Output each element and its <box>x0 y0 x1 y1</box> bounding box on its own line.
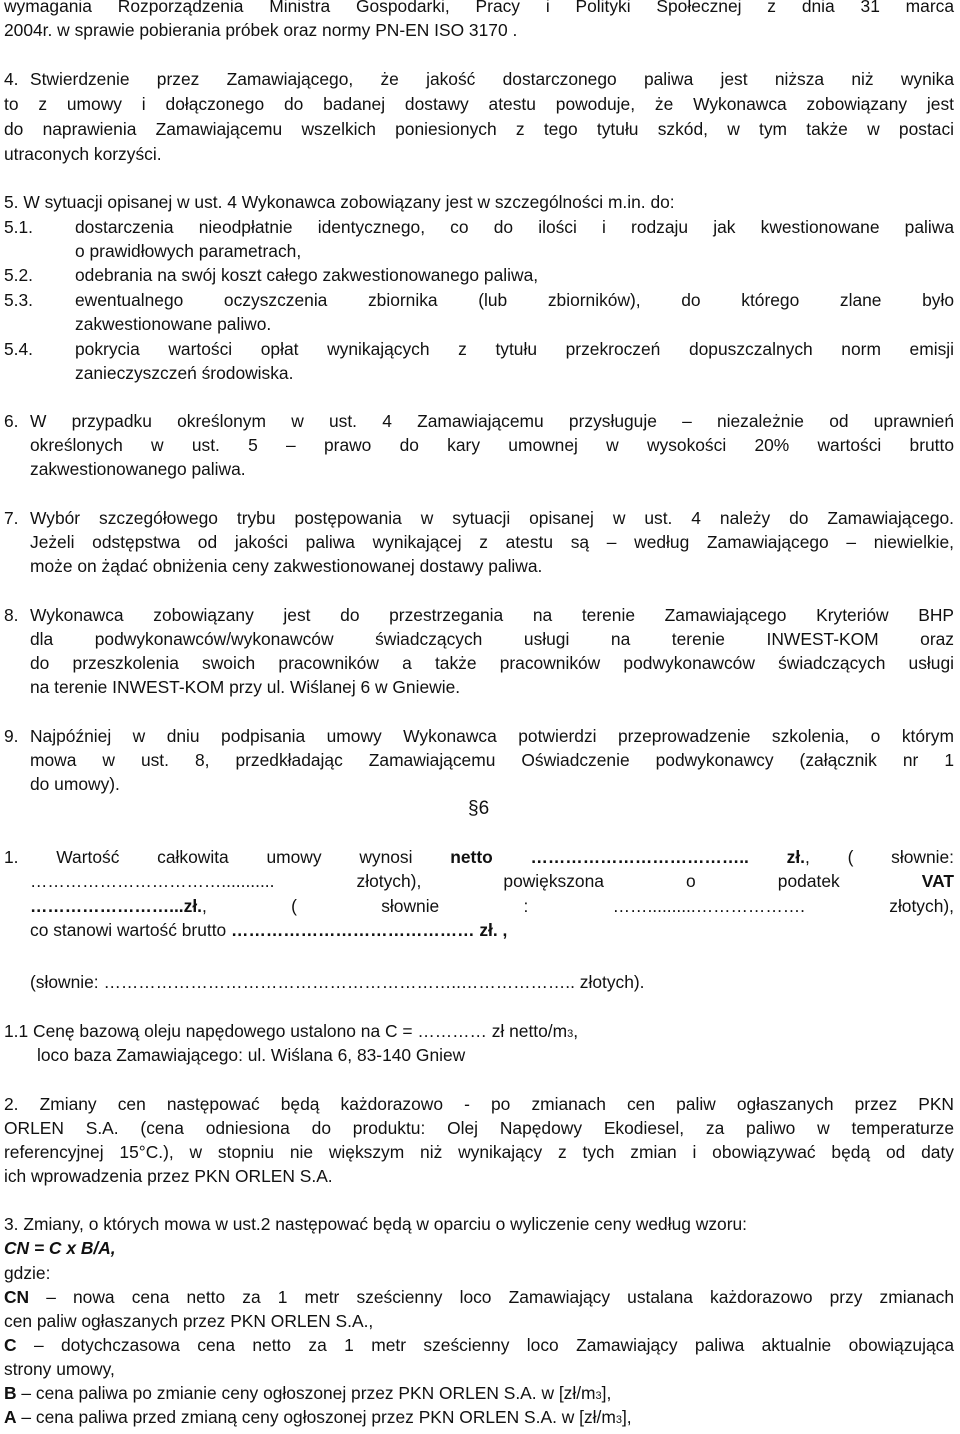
p8-line-4: na terenie INWEST-KOM przy ul. Wiślanej 6 w Gniewie. <box>30 677 461 697</box>
p5-item-number: 5.2. <box>4 265 34 285</box>
p6-number: 6. <box>4 411 19 431</box>
s11-line-1 <box>4 1019 578 1046</box>
s1-brutto-bold: …………………………………… zł. , <box>231 920 508 940</box>
s3-b-definition <box>4 1381 611 1408</box>
s3-a-text-end: ], <box>621 1407 632 1427</box>
p5-item-number: 5.3. <box>4 290 34 310</box>
s3-a-definition <box>4 1405 632 1432</box>
s3-cn-line-2: cen paliw ogłaszanych przez PKN ORLEN S.A., <box>4 1311 374 1331</box>
p4-number: 4. <box>4 69 19 89</box>
s3-c-text: – dotychczasowa cena netto za 1 metr sześcienny loco Zamawiający paliwa aktualnie obowiązująca <box>16 1335 954 1355</box>
s1-currency: .zł. <box>178 896 202 916</box>
p5-item-text: zakwestionowane paliwo. <box>75 314 272 334</box>
p5-item-text: ewentualnego oczyszczenia zbiornika (lub zbiorników), do którego zlane było <box>75 290 954 310</box>
s1-line-4 <box>30 918 507 942</box>
p6-line-2: określonych w ust. 5 – prawo do kary umownej w wysokości 20% wartości brutto <box>30 435 954 455</box>
p7-line-2: Jeżeli odstępstwa od jakości paliwa wynikającej z atestu są – według Zamawiającego – niewielkie, <box>30 532 954 552</box>
p5-item-text: o prawidłowych parametrach, <box>75 241 302 261</box>
p6-line-3: zakwestionowanego paliwa. <box>30 459 246 479</box>
intro-line-1: wymagania Rozporządzenia Ministra Gospodarki, Pracy i Polityki Społecznej z dnia 31 marca <box>4 0 954 16</box>
p5-heading: 5. W sytuacji opisanej w ust. 4 Wykonawca zobowiązany jest w szczególności m.in. do: <box>4 192 675 212</box>
p5-item-text: dostarczenia nieodpłatnie identycznego, co do ilości i rodzaju jak kwestionowane paliwa <box>75 217 954 237</box>
p8-line-3: do przeszkolenia swoich pracowników a także pracowników podwykonawców świadczących usługi <box>30 653 954 673</box>
s3-b-text-end: ], <box>601 1383 612 1403</box>
s3-c-symbol: C <box>4 1335 17 1355</box>
s2-line-2: ORLEN S.A. (cena odniesiona do produktu: Olej Napędowy Ekodiesel, za paliwo w temperaturze <box>4 1118 954 1138</box>
intro-line-2: 2004r. w sprawie pobierania próbek oraz normy PN-EN ISO 3170 . <box>4 20 518 40</box>
s11-text: 1.1 Cenę bazową oleju napędowego ustalono na C = ………… zł netto/m <box>4 1021 568 1041</box>
s1-netto-bold: netto ……………………………….. zł. <box>450 847 805 867</box>
s1-vat-bold: VAT <box>921 871 954 891</box>
s3-where: gdzie: <box>4 1263 51 1283</box>
s3-b-unit-subscript: 3 <box>595 1390 602 1402</box>
s3-formula: CN = C x B/A, <box>4 1238 116 1258</box>
p8-line-1: Wykonawca zobowiązany jest do przestrzegania na terenie Zamawiającego Kryteriów BHP <box>30 605 954 625</box>
section-heading: §6 <box>468 798 490 819</box>
s1-text: , ( słownie : ……..........………………. złotych), <box>202 896 954 916</box>
p5-item-text: zanieczyszczeń środowiska. <box>75 363 294 383</box>
s3-cn-text: – nowa cena netto za 1 metr sześcienny loco Zamawiający ustalana każdorazowo przy zmianach <box>29 1287 954 1307</box>
s1-line-3 <box>30 894 954 918</box>
s2-line-3: referencyjnej 15°C.), w stopniu nie większym niż wynikający z tych zmian i obowiązywać będą od daty <box>4 1142 954 1162</box>
p4-line-4: utraconych korzyści. <box>4 144 162 164</box>
s3-cn-symbol: CN <box>4 1287 30 1307</box>
s2-line-1: 2. Zmiany cen następować będą każdorazowo - po zmianach cen paliw ogłaszanych przez PKN <box>4 1094 954 1114</box>
p5-item-text: pokrycia wartości opłat wynikających z tytułu przekroczeń dopuszczalnych norm emisji <box>75 339 954 359</box>
s1-line-5: (słownie: ……………………………………………………..……………….. złotych). <box>30 972 645 992</box>
s3-a-symbol: A <box>4 1407 17 1427</box>
p4-line-2: to z umowy i dołączonego do badanej dostawy atestu powoduje, że Wykonawca zobowiązany jest <box>4 94 954 114</box>
p8-line-2: dla podwykonawców/wykonawców świadczących usługi na terenie INWEST-KOM oraz <box>30 629 954 649</box>
s3-line-1: 3. Zmiany, o których mowa w ust.2 następować będą w oparciu o wyliczenie ceny według wzoru: <box>4 1214 747 1234</box>
p4-line-3: do naprawienia Zamawiającemu wszelkich poniesionych z tego tytułu szkód, w tym także w postaci <box>4 119 954 139</box>
p4-line-1: Stwierdzenie przez Zamawiającego, że jakość dostarczonego paliwa jest niższa niż wynika <box>30 69 954 89</box>
s2-line-4: ich wprowadzenia przez PKN ORLEN S.A. <box>4 1166 333 1186</box>
p9-line-1: Najpóźniej w dniu podpisania umowy Wykonawca potwierdzi przeprowadzenie szkolenia, o którym <box>30 726 954 746</box>
s1-text: ……………………………........... złotych), powiększona o podatek <box>30 871 922 891</box>
s1-text: , ( słownie: <box>805 847 954 867</box>
s11-unit-subscript: 3 <box>567 1028 574 1040</box>
s3-b-symbol: B <box>4 1383 17 1403</box>
p9-line-2: mowa w ust. 8, przedkładając Zamawiającemu Oświadczenie podwykonawcy (załącznik nr 1 <box>30 750 954 770</box>
s3-a-text: – cena paliwa przed zmianą ceny ogłoszonej przez PKN ORLEN S.A. w [zł/m <box>16 1407 616 1427</box>
s11-line-2: loco baza Zamawiającego: ul. Wiślana 6, 83-140 Gniew <box>37 1045 466 1065</box>
p7-line-1: Wybór szczegółowego trybu postępowania w sytuacji opisanej w ust. 4 należy do Zamawiającego. <box>30 508 954 528</box>
p7-number: 7. <box>4 508 19 528</box>
p9-line-3: do umowy). <box>30 774 120 794</box>
s1-line-2 <box>30 869 954 893</box>
s3-c-line-2: strony umowy, <box>4 1359 115 1379</box>
s1-line-1 <box>4 845 954 869</box>
s1-vat-amount: …………………….. <box>30 896 179 916</box>
p9-number: 9. <box>4 726 19 746</box>
s3-b-text: – cena paliwa po zmianie ceny ogłoszonej przez PKN ORLEN S.A. w [zł/m <box>16 1383 596 1403</box>
s3-cn-definition <box>4 1285 954 1309</box>
s1-text: 1. Wartość całkowita umowy wynosi <box>4 847 451 867</box>
p6-line-1: W przypadku określonym w ust. 4 Zamawiającemu przysługuje – niezależnie od uprawnień <box>30 411 954 431</box>
s11-text: , <box>573 1021 579 1041</box>
s3-a-unit-subscript: 3 <box>615 1414 622 1426</box>
s3-c-definition <box>4 1333 954 1357</box>
p5-item-text: odebrania na swój koszt całego zakwestionowanego paliwa, <box>75 265 539 285</box>
p8-number: 8. <box>4 605 19 625</box>
p5-item-number: 5.1. <box>4 217 34 237</box>
p7-line-3: może on żądać obniżenia ceny zakwestionowanej dostawy paliwa. <box>30 556 543 576</box>
p5-item-number: 5.4. <box>4 339 34 359</box>
s1-text: co stanowi wartość brutto <box>30 920 232 940</box>
